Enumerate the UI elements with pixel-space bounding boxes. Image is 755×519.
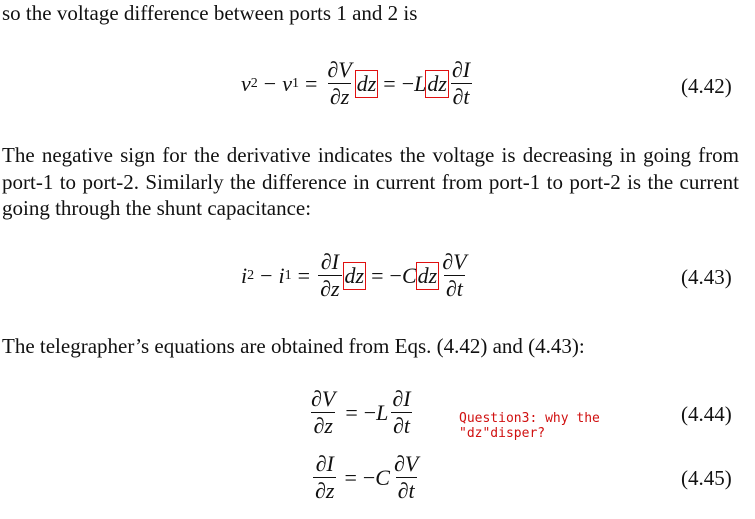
fraction-dV-dt: $\frac{\partial V}{\partial t}$ [442, 249, 467, 301]
highlight-box-dz: dz [427, 70, 447, 96]
equation-4-44: $\frac{\partial V}{\partial z}$ = − L $\frac{\partial I}{\partial t}$ [311, 386, 411, 438]
fraction-dI-dz: $\frac{\partial I}{\partial z}$ [320, 249, 340, 301]
paragraph-negative-sign: The negative sign for the derivative indicates the voltage is decreasing in going from port-1 to port-2. Similarly the difference in current from port-1 to port-2 is the current going through the shunt capacitance: [2, 143, 739, 220]
fraction-dI-dt: $\frac{\partial I}{\partial t}$ [451, 57, 471, 109]
fraction-dI-dz: $\frac{\partial I}{\partial z}$ [315, 451, 335, 503]
equation-number: (4.42) [681, 74, 732, 98]
equation-4-42: v 2 − v 1 = $\frac{\partial V}{\partial z}$ dz = − L dz $\frac{\partial I}{\partial t}$ [241, 57, 471, 109]
fraction-dV-dt: $\frac{\partial V}{\partial t}$ [393, 451, 419, 503]
equation-number: (4.44) [681, 402, 732, 426]
paragraph-telegrapher: The telegrapher’s equations are obtained from Eqs. (4.42) and (4.43): [2, 334, 585, 358]
highlight-box-dz: dz [344, 262, 365, 288]
fraction-dV-dz: $\frac{\partial V}{\partial z}$ [311, 386, 336, 438]
intro-line: so the voltage difference between ports 1 and 2 is [2, 1, 418, 25]
equation-number: (4.43) [681, 265, 732, 289]
fraction-dI-dt: $\frac{\partial I}{\partial t}$ [392, 386, 411, 438]
equation-4-43: i 2 − i 1 = $\frac{\partial I}{\partial z}$ dz = − C dz $\frac{\partial V}{\partial t}$ [241, 249, 467, 301]
question-annotation: Question3: why the "dz"disper? [459, 411, 600, 441]
highlight-box-dz: dz [356, 70, 377, 96]
equation-number: (4.45) [681, 466, 732, 490]
highlight-box-dz: dz [417, 262, 438, 288]
fraction-dV-dz: $\frac{\partial V}{\partial z}$ [327, 57, 352, 109]
equation-4-45: $\frac{\partial I}{\partial z}$ = − C $\frac{\partial V}{\partial t}$ [315, 451, 419, 503]
